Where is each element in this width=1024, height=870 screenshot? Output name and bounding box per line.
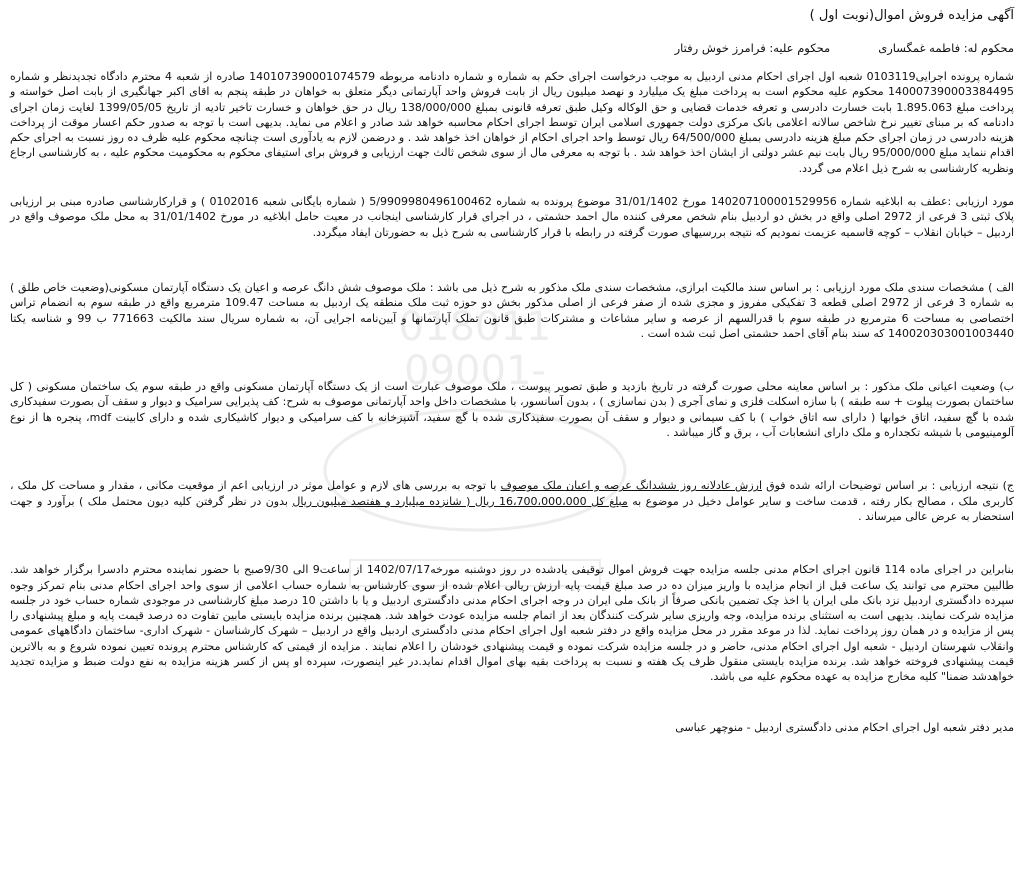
result-amount: مبلغ کل 16،700،000،000 ریال ( شانزده میلیارد و هفتصد میلیون ریال (292, 494, 628, 508)
result-value-text: ارزش عادلانه روز ششدانگ عرصه و اعیان ملک موصوف (500, 479, 762, 493)
parties-row (10, 41, 1014, 55)
result-paragraph (10, 478, 1014, 524)
auction-paragraph: بنابراین در اجرای ماده 114 قانون اجرای احکام مدنی جلسه مزایده جهت فروش اموال توقیفی یادشده در روز دوشنبه مورخه1402/07/17 از ساعت9 الی 9/30صبح با حضور نماینده محترم دادسرا برگزار خواهد شد. طالبین محترم می توانند یک ساعت قبل از انجام مزایده با واریز میزان ده در صد مبلغ قیمت پایه ارزش ریالی اعلام شده از سوی کارشناس به شماره حساب اعلامی از سوی واحد اجرای احکام مدنی بنام تمرکز وجوه سپرده دادگستری اردبیل نزد بانک ملی ایران یا اخذ چک تضمین بانکی صرفاً از بانک ملی ایران در وجه اجرای احکام مدنی دادگستری اردبیل و یا با داشتن 10 درصد مبلغ کارشناسی در موجودی شماره حساب خود در جلسه مزایده شرکت نمایند. بدیهی است به استثنای برنده مزایده، وجه واریزی سایر شرکت کنندگان بعد از اتمام جلسه مزایده عودت خواهد شد. همچنین برنده مزایده بایستی مابین تفاوت ده درصد قیمت پایه و مبلغ پیشنهادی را پس از مزایده و در همان روز پرداخت نماید. لذا در موعد مقرر در محل مزایده واقع در دفتر شعبه اول اجرای احکام مدنی دادگستری اردبیل واقع در اردبیل – شهرک کارشناسان - شهرک اداری- ساختمان دادگاههای عمومی وانقلاب شهرستان اردبیل - شعبه اول اجرای احکام مدنی، حاضر و در جلسه مزایده شرکت نموده و قیمت پیشنهادی خودشان را اعلام نمایند . مزایده از قیمتی که کارشناس محترم پرونده تعیین نموده شروع و به بالاترین قیمت پیشنهادی فروخته خواهد شد. برنده مزایده بایستی منقول ظرف یک هفته و نسبت به پرداخت بقیه بهای اموال اقدام نماید.در غیر اینصورت، سپرده او پس از کسر هزینه مزایده به نفع دولت ضبط و مزایده تجدید خواهدشد ضمنا" کلیه مخارج مزایده به عهده محکوم علیه می باشد. (10, 563, 1014, 684)
deed-paragraph: الف ) مشخصات سندی ملک مورد ارزیابی : بر اساس سند مالکیت ابرازی، مشخصات سندی ملک مذکور به شرح ذیل می باشد : ملک موصوف شش دانگ عرصه و اعیان یک دستگاه آپارتمان مسکونی(وضعیت خاص طلق ) به شماره 3 فرعی از 2972 اصلی قطعه 3 تفکیکی مفروز و مجزی شده از صفر فرعی از اصلی مذکور بخش دو حوزه ثبت ملک منطقه یک اردبیل به مساحت 109.47 مترمربع واقع در طبقه سوم به انضمام تراس اختصاصی به مساحت 6 مترمربع در طبقه سوم با قدرالسهم از عرصه و سایر مشاعات و مشترکات طبق قانون تملک آپارتمانها و آیین‌نامه اجرایی آن، به شماره سریال سند مالکیت 771663 ب 99 و شناسه یکتا 140020303001003440 که سند بنام آقای احمد حشمتی اصل ثبت شده است . (10, 280, 1014, 340)
result-end: بدون در نظر گرفتن کلیه دیون محتمل ملک ) برآورد و جهت استحضار به عرض عالی میرساند . (10, 494, 1014, 523)
status-paragraph: ب) وضعیت اعیانی ملک مذکور : بر اساس معاینه محلی صورت گرفته در تاریخ بازدید و طبق تصویر پیوست ، ملک موصوف عبارت است از یک دستگاه آپارتمان مسکونی واقع در طبقه سوم یک ساختمان مسکونی ( کل ساختمان بصورت پیلوت + سه طبقه ) با سازه اسکلت فلزی و نمای آجری ( بدن نماسازی ) ، بدون آسانسور، با مشخصات داخل واحد آپارتمانی موصوف به شرح: کف پذیرایی سرامیک و دیوار و سقف آن بصورت سفیدکاری شده با گچ سفید، اتاق خوابها ( دارای سه اتاق خواب ) با کف سیمانی و دیوار و سقف آن بصورت سفیدکاری شده با گچ سفید، آشپزخانه با کف سرامیکی و دیوار کاشیکاری شده و دارای کابینت mdf، پنجره ها از نوع آلومینیومی با شیشه تکجداره و ملک دارای انشعابات آب ، برق و گاز میباشد . (10, 380, 1015, 440)
svg-text:018011: 018011 (398, 304, 552, 350)
result-middle: با توجه به بررسی های لازم و عوامل موثر در ارزیابی اعم از موقعیت مکانی ، مقدار و مساحت کل ملک ، کاربری ملک ، مصالح بکار رفته ، قدمت ساخت و سایر عوامل دخیل در موضوع به (10, 479, 1014, 508)
subject-paragraph: مورد ارزیابی :عطف به ابلاغیه شماره 140207100001529956 مورخ 31/01/1402 موضوع پرونده به شماره 5/9909980496100462 ( شماره بایگانی شعبه 0102016 ) و قرارکارشناسی صادره مبنی بر ارزیابی پلاک ثبتی 3 فرعی از 2972 اصلی واقع در بخش دو اردبیل بنام شخص معرفی کننده مال احمد حشمتی ، در اجرای قرار کارشناسی اینجانب در معیت حامل ابلاغیه در مورخ 31/01/1402 به محل ملک موصوف واقع در اردبیل – خیابان انقلاب – کوچه قاسمیه عزیمت نمودیم که نتیجه بررسیهای صورت گرفته در رابطه با قرار کارشناسی به شرح ذیل به حضورتان ایفاد میگردد. (10, 195, 1014, 239)
notice-title: آگهی مزایده فروش اموال(نوبت اول ) (809, 8, 1014, 23)
creditor-name: محکوم له: فاطمه غمگساری (878, 41, 1014, 55)
signature-line: مدیر دفتر شعبه اول اجرای احکام مدنی دادگستری اردبیل - منوچهر عباسی (675, 720, 1014, 734)
case-paragraph: شماره پرونده اجرایی0103119 شعبه اول اجرای احکام مدنی اردبیل به موجب درخواست اجرای حکم به شماره و شماره دادنامه مربوطه 140107390001074579 صادره از شعبه 4 محترم دادگاه تجدیدنظر و شماره 140007390003384495 محکوم علیه محکوم است به پرداخت مبلغ یک میلیارد و نهصد میلیون ریال از بابت فروش واحد آپارتمانی دیگر متعلق به خواهان در طبقه پنجم به اقای اکبر جهانگیری از بابت اصل خواسته و پرداخت مبلغ 1.895.063 بابت خسارت دادرسی و تعرفه خدمات قضایی و حق الوکاله وکیل طبق تعرفه قانونی بمبلغ 138/000/000 ریال در حق خواهان و خسارت تاخیر تادیه از تاریخ 1399/05/05 لغایت زمان اجرای دادنامه که بر مبنای تغییر نرخ شاخص سالانه اعلامی بانک مرکزی دولت جمهوری اسلامی ایران توسط اجرای احکام محاسبه خواهد شد صادر و اعلام می نماید. بدیهی است با توجه به صدور حکم اعسار موقت از پرداخت هزینه دادرسی در زمان اجرای حکم مبلغ هزینه دادرسی بمبلغ 64/500/000 ریال توسط واحد اجرای احکام از خواهان اخذ خواهد شد . و درضمن لازم به یادآوری است چنانچه محکوم علیه ظرف ده روز نسبت به اجرای حکم اقدام ننماید مبلغ 95/000/000 ریال بابت نیم عشر دولتی از ایشان اخذ خواهد شد . با توجه به معرفی مال از سوی شخص ثالث جهت ارزیابی و فروش برای استیفای محکوم به محکومیت محکوم علیه ، به کارشناسی ارجاع ونظریه کارشناسی به شرح ذیل اعلام می گردد. (10, 70, 1015, 175)
svg-text:-09001: -09001 (404, 348, 546, 394)
debtor-name: محکوم علیه: فرامرز خوش رفتار (674, 41, 831, 55)
result-intro: ج) نتیجه ارزیابی : بر اساس توضیحات ارائه شده فوق (762, 479, 1014, 493)
